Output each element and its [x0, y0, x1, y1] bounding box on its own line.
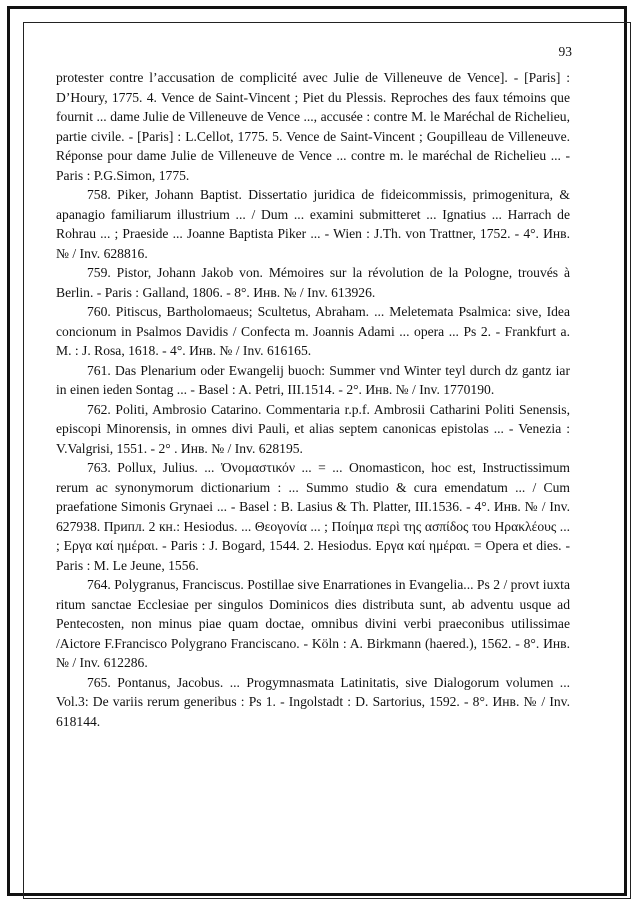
catalog-entry-762: 762. Politi, Ambrosio Catarino. Commentaria r.p.f. Ambrosii Catharini Politi Senensis, episcopi Minorensis, in omnes divi Pauli, et alias septem canonicas epistolas ... - Venezia : V.Valgrisi, 1551. - 2° . Инв. № / Inv. 628195. — [56, 401, 570, 456]
continued-entry-text: protester contre l’accusation de complicité avec Julie de Villeneuve de Vence]. - [Paris] : D’Houry, 1775. 4. Vence de Saint-Vincent ; Piet du Plessis. Reproches des faux témoins que fournit ... dame Julie de Villeneuve de Vence ..., accusée : contre M. le Maréchal de Richelieu, partie civile. - [Paris] : L.Cellot, 1775. 5. Vence de Saint-Vincent ; Goupilleau de Villeneuve. Réponse pour dame Julie de Villeneuve de Vence ... contre m. le maréchal de Richelieu ... - Paris : P.G.Simon, 1775. — [56, 70, 570, 183]
catalog-entry-765: 765. Pontanus, Jacobus. ... Progymnasmata Latinitatis, sive Dialogorum volumen ... Vol.3: De variis rerum generibus : Ps 1. - Ingolstadt : D. Sartorius, 1592. - 8°. Инв. № / Inv. 618144. — [56, 674, 570, 729]
page-number: 93 — [558, 44, 572, 59]
catalog-entry-760: 760. Pitiscus, Bartholomaeus; Scultetus, Abraham. ... Meletemata Psalmica: sive, Idea concionum in Psalmos Davidis / Confecta m. Joannis Adami ... opera ... Ps 2. - Frankfurt a. M. : J. Rosa, 1618. - 4°. Инв. № / Inv. 616165. — [56, 304, 570, 358]
catalog-entry-759: 759. Pistor, Johann Jakob von. Mémoires sur la révolution de la Pologne, trouvés à Berlin. - Paris : Galland, 1806. - 8°. Инв. № / Inv. 613926. — [56, 265, 570, 300]
catalog-entry-761: 761. Das Plenarium oder Ewangelij buoch: Summer vnd Winter teyl durch dz gantz iar in einen ieden Sontag ... - Basel : A. Petri, III.1514. - 2°. Инв. № / Inv. 1770190. — [56, 362, 570, 397]
catalog-text — [56, 68, 570, 731]
catalog-entry-758: 758. Piker, Johann Baptist. Dissertatio juridica de fideicommissis, primogenitura, & apanagio familiarum illustrium ... / Dum ... examini submitteret ... Ignatius ... Harrach de Rohrau ... ; Praeside ... Joanne Baptista Piker ... - Wien : J.Th. von Trattner, 1752. - 4°. Инв. № / Inv. 628816. — [56, 187, 570, 261]
catalog-entry-763: 763. Pollux, Julius. ... Ὀνομαστικόν ... = ... Onomasticon, hoc est, Instructissimum rerum ac synonymorum dictionarium : ... Summo studio & cura emendatum ... / Cum praefatione Simonis Grynaei ... - Basel : B. Lasius & Th. Platter, III.1536. - 4°. Инв. № / Inv. 627938. Припл. 2 кн.: Hesiodus. ... Θεογονία ... ; Ποίημα περὶ της ασπίδος του Ηρακλέους ... ; Εργα καί ημέραι. - Paris : J. Bogard, 1544. 2. Hesiodus. Εργα καί ημέραι. = Opera et dies. - Paris : M. Le Jeune, 1556. — [56, 460, 570, 573]
catalog-entry-764: 764. Polygranus, Franciscus. Postillae sive Enarrationes in Evangelia... Ps 2 / provt iuxta ritum sanctae Ecclesiae per singulos Dominicos dies distributa sunt, ab adventu usque ad Pentecosten, non minus piae quam doctae, omnibus divini verbi praeconibus utilissimae /Aictore F.Francisco Polygrano Franciscano. - Köln : A. Birkmann (haered.), 1562. - 8°. Инв. № / Inv. 612286. — [56, 577, 570, 670]
